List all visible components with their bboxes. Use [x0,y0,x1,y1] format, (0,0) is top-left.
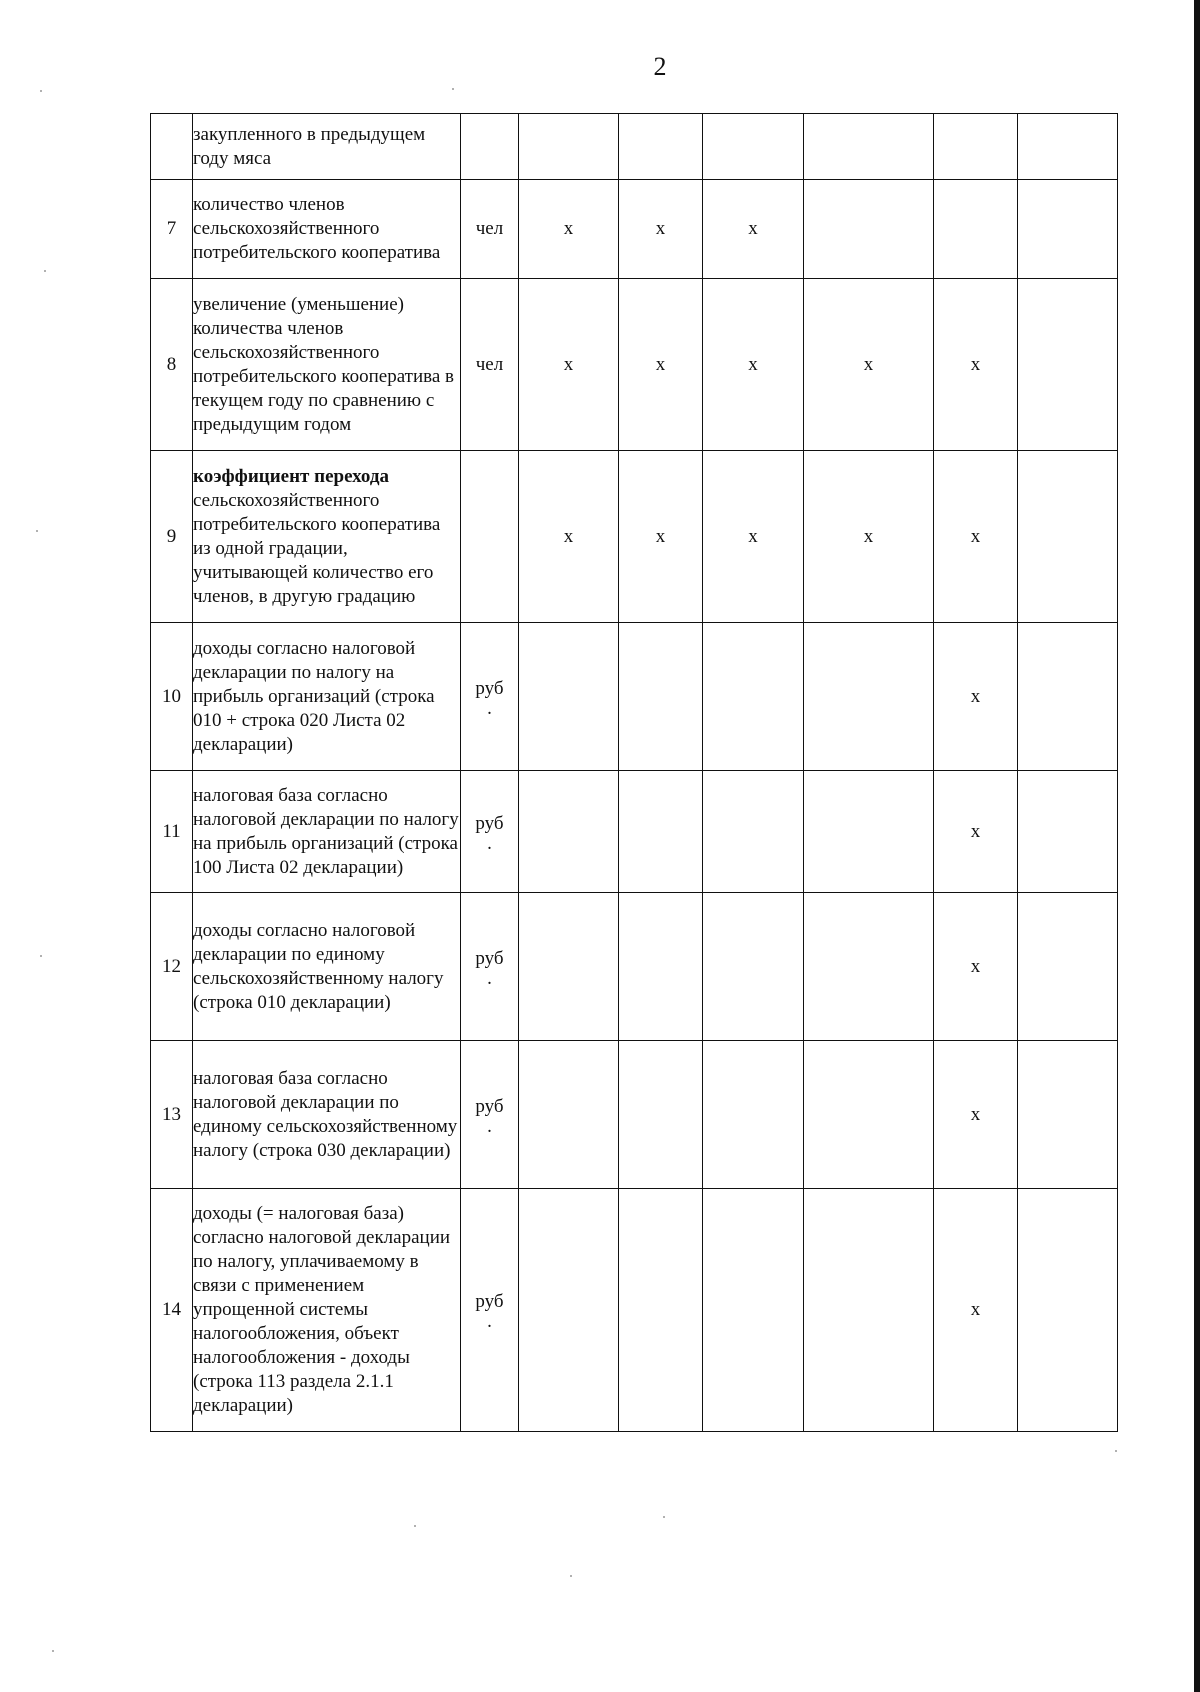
table-cell [1018,1041,1118,1189]
row-number: 10 [151,623,193,771]
row-number: 9 [151,451,193,623]
unit-dot: . [487,1311,492,1332]
row-description: закупленного в предыдущем году мяса [193,114,461,180]
table-cell [804,1189,934,1432]
table-cell [703,114,804,180]
table-cell [804,623,934,771]
scan-speck [36,530,38,532]
row-description: налоговая база согласно налоговой декларации по единому сельскохозяйственному налогу (строка 030 декларации) [193,1041,461,1189]
indicators-table [150,113,1118,1432]
table-cell [703,623,804,771]
table-cell [804,180,934,279]
table-cell [619,893,703,1041]
table-cell: х [934,451,1018,623]
table-cell [1018,893,1118,1041]
row-description [193,451,461,623]
table-cell: х [619,451,703,623]
unit-dot: . [487,1115,492,1137]
table-cell: х [934,771,1018,893]
row-unit [461,771,519,893]
table-cell [519,114,619,180]
table-cell [1018,451,1118,623]
row-description: количество членов сельскохозяйственного потребительского кооператива [193,180,461,279]
row-unit-text: руб [475,1291,504,1312]
scan-edge [1194,0,1200,1692]
table-cell [519,1041,619,1189]
row-unit [461,1041,519,1189]
row-unit: чел [461,180,519,279]
unit-dot: . [487,832,492,854]
table-cell [804,771,934,893]
table-cell: х [934,1041,1018,1189]
row-description: доходы (= налоговая база) согласно налоговой декларации по налогу, уплачиваемому в связи с применением упрощенной системы налогообложения, объект налогообложения - доходы (строка 113 раздела 2.1.1 декларации) [193,1189,461,1432]
row-unit [461,451,519,623]
table-row [151,180,1118,279]
row-description: доходы согласно налоговой декларации по единому сельскохозяйственному налогу (строка 010 декларации) [193,893,461,1041]
table-cell: х [934,1189,1018,1432]
row-unit: чел [461,279,519,451]
row-unit [461,114,519,180]
table-cell [519,893,619,1041]
scan-speck [452,88,454,90]
table-row [151,1189,1118,1432]
row-number [151,114,193,180]
table-cell [1018,180,1118,279]
row-description: увеличение (уменьшение) количества членов сельскохозяйственного потребительского кооператива в текущем году по сравнению с предыдущим годом [193,279,461,451]
scan-speck [40,955,42,957]
table-row [151,771,1118,893]
scan-speck [44,270,46,272]
table-cell: х [934,893,1018,1041]
row-description-bold: коэффициент перехода [193,465,389,487]
scan-speck [570,1575,572,1577]
table-cell [703,1041,804,1189]
table-cell: х [519,451,619,623]
table-row [151,114,1118,180]
scan-speck [1115,1450,1117,1452]
table-cell: х [804,279,934,451]
table-cell [703,771,804,893]
table-cell [1018,1189,1118,1432]
table-row [151,1041,1118,1189]
table-cell [619,1041,703,1189]
table-cell: х [934,279,1018,451]
scan-speck [414,1525,416,1527]
table-cell [619,114,703,180]
table-cell [703,893,804,1041]
unit-dot: . [487,967,492,989]
page-number: 2 [653,52,667,81]
table-cell [1018,623,1118,771]
row-unit-text: руб [475,812,504,834]
row-unit-text: руб [475,947,504,969]
table-cell [1018,114,1118,180]
table-cell: х [804,451,934,623]
row-number: 13 [151,1041,193,1189]
table-cell [934,180,1018,279]
table-cell [519,771,619,893]
scan-speck [52,1650,54,1652]
table-cell [619,623,703,771]
table-cell: х [934,623,1018,771]
table-cell [804,1041,934,1189]
row-description: налоговая база согласно налоговой декларации по налогу на прибыль организаций (строка 100 Листа 02 декларации) [193,771,461,893]
row-unit [461,893,519,1041]
table-cell: х [519,279,619,451]
table-cell [804,114,934,180]
scan-speck [40,90,42,92]
table-cell: х [703,180,804,279]
table-cell: х [619,180,703,279]
table-cell [519,623,619,771]
table-cell [619,771,703,893]
row-unit-text: руб [475,1095,504,1117]
unit-dot: . [487,697,492,719]
table-row [151,893,1118,1041]
table-cell: х [703,279,804,451]
table-row [151,279,1118,451]
row-unit [461,1189,519,1432]
row-number: 11 [151,771,193,893]
row-unit [461,623,519,771]
row-unit-text: руб [475,677,504,699]
table-cell [934,114,1018,180]
row-description: доходы согласно налоговой декларации по налогу на прибыль организаций (строка 010 + строка 020 Листа 02 декларации) [193,623,461,771]
row-number: 14 [151,1189,193,1432]
table-cell: х [619,279,703,451]
table-cell: х [519,180,619,279]
table-cell [804,893,934,1041]
scan-speck [663,1516,665,1518]
row-number: 12 [151,893,193,1041]
table-cell [1018,279,1118,451]
row-number: 7 [151,180,193,279]
table-row [151,623,1118,771]
row-number: 8 [151,279,193,451]
table-row [151,451,1118,623]
table-cell [619,1189,703,1432]
table-cell: х [703,451,804,623]
table-cell [519,1189,619,1432]
table-cell [1018,771,1118,893]
table-cell [703,1189,804,1432]
row-description-rest: сельскохозяйственного потребительского кооператива из одной градации, учитывающей количество его членов, в другую градацию [193,489,441,607]
